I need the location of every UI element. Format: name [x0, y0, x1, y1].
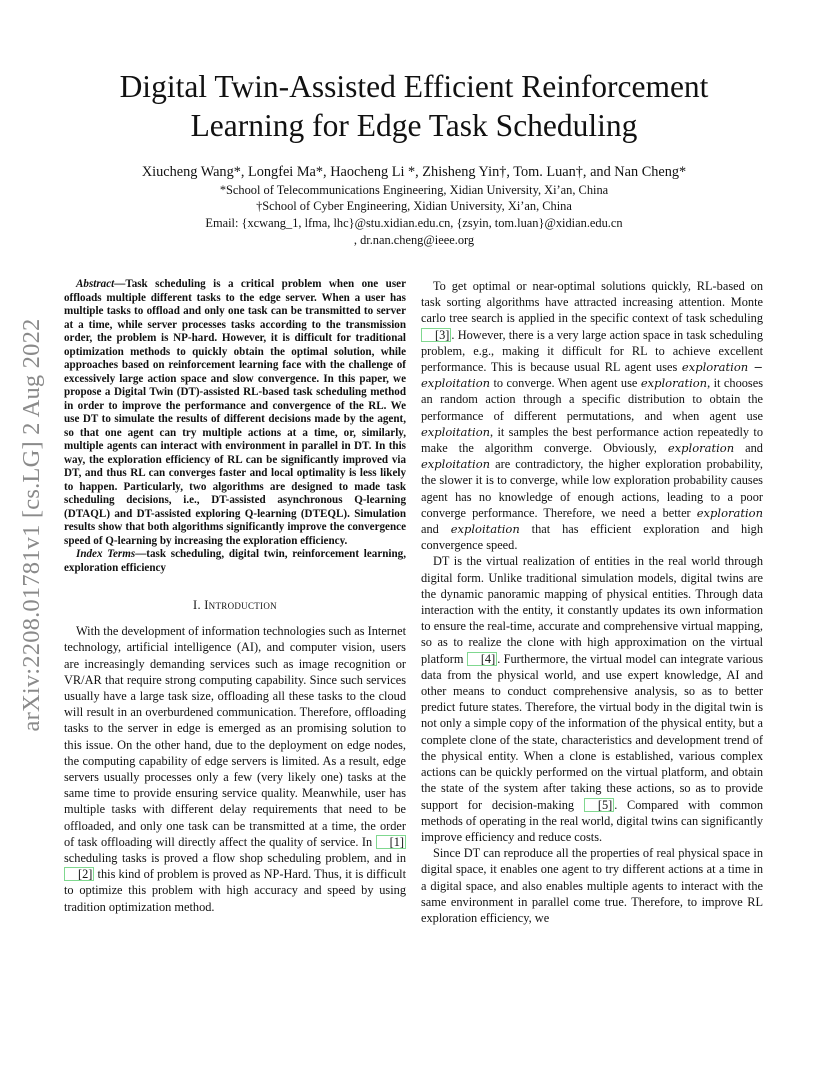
- intro-paragraph-4: Since DT can reproduce all the properties of real physical space in digital space, it enables one agent to try different actions at a time in a digital space, and also enables multiple agents to interact with the same environment in parallel come true. Therefore, to improve RL exploration efficiency, we: [421, 846, 763, 925]
- email-line: Email: {xcwang_1, lfma, lhc}@stu.xidian.edu.cn, {zsyin, tom.luan}@xidian.edu.cn: [205, 216, 623, 230]
- email-line-continued: , dr.nan.cheng@ieee.org: [353, 233, 475, 247]
- intro-text-b: scheduling tasks is proved a flow shop scheduling problem, and in: [64, 851, 406, 866]
- p2-text-a: To get optimal or near-optimal solutions quickly, RL-based on task sorting algorithms have attracted increasing attention. Monte carlo tree search is applied in the specific context of task scheduling: [421, 279, 763, 326]
- affiliation-2: †School of Cyber Engineering, Xidian University, Xi’an, China: [256, 199, 572, 213]
- math-exploitation: exploitation: [421, 424, 491, 439]
- arxiv-identifier-stamp: [6, 290, 58, 760]
- math-exploration: exploration: [696, 505, 763, 520]
- p2-text-c: to converge. When agent use: [490, 376, 641, 391]
- p3-text-a: DT is the virtual realization of entities in the real world through digital form. Unlike traditional simulation models, digital twins are the dynamic panoramic mapping of physical entities. Through data interaction with the entity, it constantly updates its own information to ensure the real-time, accurate and comprehensive virtual mapping, so as to realize the clone with high approximation on the virtual platform: [421, 554, 763, 666]
- citation-link-2[interactable]: [2]: [64, 867, 94, 881]
- abstract: [64, 278, 406, 548]
- index-terms-label: Index Terms: [76, 548, 136, 560]
- p2-text-h: and: [421, 522, 451, 537]
- math-exploration: exploration: [640, 376, 708, 391]
- section-heading-introduction: I. Introduction: [193, 598, 277, 612]
- index-terms-text: —task scheduling, digital twin, reinforcement learning, exploration efficiency: [64, 548, 406, 574]
- abstract-label: Abstract: [76, 278, 115, 290]
- math-exploitation: exploitation: [421, 457, 491, 472]
- abstract-text: —Task scheduling is a critical problem when one user offloads multiple different tasks to the edge server. When a user has multiple tasks to offload and only one task can be transmitted to server at a time, while server processes tasks according to the transmission order, the problem is NP-hard. However, it is difficult for traditional optimization methods to quickly obtain the optimal solution, while approaches based on reinforcement learning face with the challenge of excessively large action space and slow convergence. In this paper, we propose a Digital Twin (DT)-assisted RL-based task scheduling method in order to improve the performance and convergence of the RL. We use DT to simulate the results of different decisions made by the agent, so that one agent can try multiple actions at a time, or, similarly, multiple agents can interact with environment in parallel in DT. In this way, the exploration efficiency of RL can be significantly improved via DT, and thus RL can converges faster and local optimality is less likely to happen. Particularly, two algorithms are designed to made task scheduling decisions, i.e., DT-assisted asynchronous Q-learning (DTAQL) and DT-assisted exploring Q-learning (DTEQL). Simulation results show that both algorithms significantly improve the convergence speed of Q-learning by increasing the exploration efficiency.: [64, 278, 406, 547]
- intro-paragraph-1: [64, 623, 406, 915]
- intro-paragraph-2: [421, 278, 763, 553]
- p2-text-d: , it chooses an random action through a specific distribution to obtain the performance of different permutations, and when agent use: [421, 376, 764, 423]
- p2-text-g: are contradictory, the higher exploration probability, the slower it is to converge, while low exploration probability causes agent has no knowledge of enough actions, leading to a poor converge performance. Therefore, we need a better: [421, 457, 763, 520]
- citation-link-5[interactable]: [5]: [584, 798, 614, 812]
- p2-text-b: . However, there is a very large action space in task scheduling problem, e.g., making it difficult for RL to achieve excellent performance. This is because usual RL agent uses: [421, 327, 763, 375]
- p2-text-f: and: [734, 441, 763, 456]
- math-exploration: exploration: [667, 441, 735, 456]
- intro-text-a: With the development of information technologies such as Internet technology, artificial intelligence (AI), and computer vision, users are increasingly demanding services such as image recognition or VR/AR that require strong computing capability. Since such services usually have a large task size, offloading all these tasks to the cloud will result in an overburdened communication. Therefore, offloading tasks to the server in edge is emerged as an promising solution to this issue. On the other hand, due to the deployment on edge nodes, the computing capability of edge servers is limited. As a result, edge servers usually processes only a few (very likely one) tasks at the same time to provide ensuring service quality. Meanwhile, user has multiple tasks with different delay requirements that need to be offloaded, and only one task can be transmitted at a time, the order of task offloading will directly affect the quality of service. In: [64, 624, 406, 849]
- p3-text-c: . Compared with common methods of operating in the real world, digital twins can significantly improve efficiency and reduce costs.: [421, 797, 763, 844]
- citation-link-4[interactable]: [4]: [467, 652, 497, 666]
- p3-text-b: . Furthermore, the virtual model can integrate various data from the physical world, and use expert knowledge, AI and other means to conduct comprehensive analysis, so as to better predict future states. Therefore, the virtual body in the digital twin is not only a simple copy of the information of the physical entity, but a complete clone of the state, characteristics and development trend of the physical entity. When a clone is established, various complex actions can be quickly performed on the virtual platform, and obtain the state of the system after taking these actions, so as to provide support for decision-making: [421, 651, 764, 812]
- index-terms: [64, 548, 406, 575]
- paper-title: Digital Twin-Assisted Efficient Reinforcement Learning for Edge Task Scheduling: [119, 69, 709, 143]
- affiliation-1: *School of Telecommunications Engineering, Xidian University, Xi’an, China: [219, 183, 609, 197]
- intro-paragraph-3: [421, 553, 763, 845]
- left-column: [64, 278, 406, 915]
- arxiv-identifier-text: arXiv:2208.01781v1 [cs.LG] 2 Aug 2022: [18, 318, 45, 732]
- p2-text-i: that has efficient exploration and high convergence speed.: [421, 522, 763, 553]
- citation-link-1[interactable]: [1]: [376, 835, 406, 849]
- right-column: [421, 278, 763, 926]
- author-list: Xiucheng Wang*, Longfei Ma*, Haocheng Li *, Zhisheng Yin†, Tom. Luan†, and Nan Cheng*: [141, 164, 687, 180]
- math-exploration-exploitation: exploration − exploitation: [421, 360, 764, 391]
- p2-text-e: , it samples the best performance action repeatedly to make the algorithm converge. Obviously,: [421, 424, 763, 456]
- math-exploitation: exploitation: [450, 522, 520, 537]
- intro-text-c: this kind of problem is proved as NP-Hard. Thus, it is difficult to optimize this problem with high accuracy and speed by using tradition optimization method.: [64, 867, 406, 914]
- citation-link-3[interactable]: [3]: [421, 328, 451, 342]
